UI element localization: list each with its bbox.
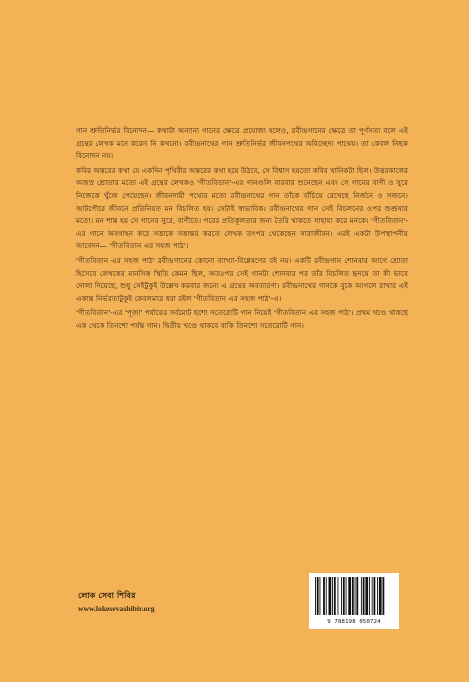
barcode-bar bbox=[372, 577, 373, 615]
blurb-paragraph-1: গান শ্রুতিনির্ভর বিনোদন— কথাটা অন্যান্য গানের ক্ষেত্রে প্রযোজ্য হলেও, রবীন্দ্রগানের ক্ষেত্রে তা পূর্ণসত্য বলে এই গ্রন্থের লেখক মনে করেন নি কখনো। রবীন্দ্রনাথের গান শ্রুতিনির্ভর জীবনপথের অবিচ্ছেদ্য পাথেয়। তা কেবল নিছক বিনোদন নয়। bbox=[76, 126, 408, 161]
barcode-bar bbox=[379, 577, 382, 615]
barcode-bar bbox=[332, 577, 333, 615]
barcode-bar bbox=[320, 577, 321, 615]
barcode-bar bbox=[352, 577, 354, 615]
barcode-bar bbox=[383, 577, 385, 615]
barcode-bar bbox=[334, 577, 336, 615]
barcode-bar bbox=[326, 577, 327, 615]
barcode-bar bbox=[343, 577, 345, 615]
publisher-block bbox=[78, 590, 278, 614]
barcode-bar bbox=[355, 577, 356, 615]
barcode-bar bbox=[317, 577, 319, 615]
barcode-bar bbox=[323, 577, 325, 615]
barcode-bar bbox=[361, 577, 362, 615]
barcode-bar bbox=[348, 577, 351, 615]
barcode-bar bbox=[315, 577, 316, 615]
barcode-bar bbox=[329, 577, 332, 615]
barcode-icon bbox=[314, 577, 394, 615]
barcode-bar bbox=[363, 577, 365, 615]
barcode-bar bbox=[341, 577, 342, 615]
publisher-name: লোক সেবা শিবির bbox=[78, 590, 136, 600]
publisher-website: www.lokesevashibir.org bbox=[78, 604, 155, 613]
barcode-bar bbox=[374, 577, 376, 615]
barcode-bar bbox=[338, 577, 339, 615]
barcode-bar bbox=[369, 577, 370, 615]
blurb-text-block bbox=[76, 125, 408, 335]
barcode-bar bbox=[356, 577, 358, 615]
barcode-bar bbox=[346, 577, 347, 615]
blurb-paragraph-4: 'গীতবিতান'-এর 'পূজা' পর্যায়ের সর্বমোট ছশো সতেরোটি গান নিয়েই 'গীতবিতান এর সহজ পাঠ'। প্রথম খণ্ডে থাকছে এক থেকে তিনশো পর্যন্ত গান। দ্বিতীয় খণ্ডে থাকবে বাকি তিনশো সতেরোটি গান। bbox=[76, 308, 408, 330]
barcode-digits: 9 788198 050724 bbox=[327, 619, 381, 625]
barcode-bar bbox=[365, 577, 368, 615]
blurb-paragraph-3: 'গীতবিতান এর সহজ পাঠ' রবীন্দ্রগানের কোনো ব্যাখ্যা-বিশ্লেষণের বই নয়। একটি রবীন্দ্রগান শোনবার আগে শ্রোতা হিসেবে লেখকের মানসিক স্থিতি কেমন ছিল, অতঃপর সেই গানটা শোনবার পর তাঁর বিচলিত হৃদয়ে তা কী ভাবে দোলা দিয়েছে, শুধু সেইটুকুই উল্লেখ করবার জন্যে এ গ্রন্থের অবতারণা। রবীন্দ্রনাথের গানকে বুকে আগলে রাখার এই একান্ত নির্ভরতাটুকুই কেবলমাত্র ধরা রইল 'গীতবিতান এর সহজ পাঠ'-এ। bbox=[76, 255, 408, 303]
isbn-barcode bbox=[309, 573, 399, 629]
blurb-paragraph-2: কবির অন্তরের কথা যে একদিন পৃথিবীর অন্তরের কথা হয়ে উঠবে, সে বিশ্বাস হয়তো কবির খানিকটা ছিল। উত্তরকালের অজস্র শ্রোতার মতো এই গ্রন্থের লেখকও 'গীতবিতান'-এর গানগুলি বারবার শুনেছেন এবং সে গানের বাণী ও সুরে নিজেকে খুঁজে পেয়েছেন। জীবনদায়ী পথ্যের মতো রবীন্দ্রনাথের গান তাঁকে বাঁচিয়ে রেখেছে নির্জনে ও সজনে। আটপৌরে জীবনে প্রতিনিয়ত মন বিচলিত হয়। সেটাই স্বাভাবিক। রবীন্দ্রনাথের গান সেই বিচলনের ওপর শুশ্রূষার মতো। মন শান্ত হয় সে গানের সুরে, বাণীতে। পরের প্রতিকূলতার জন্য তৈরি থাকতে সাহায্য করে মনকে। 'গীতবিতান'-এর গানে অবগাহন করে সত্তাকে সত্তান্তর করতে লেখক তৎপর থেকেছেন সারাজীবন। এরই একটা উপস্থাপনীয় আবেদন— 'গীতবিতান এর সহজ পাঠ'। bbox=[76, 165, 408, 251]
barcode-bar bbox=[377, 577, 378, 615]
